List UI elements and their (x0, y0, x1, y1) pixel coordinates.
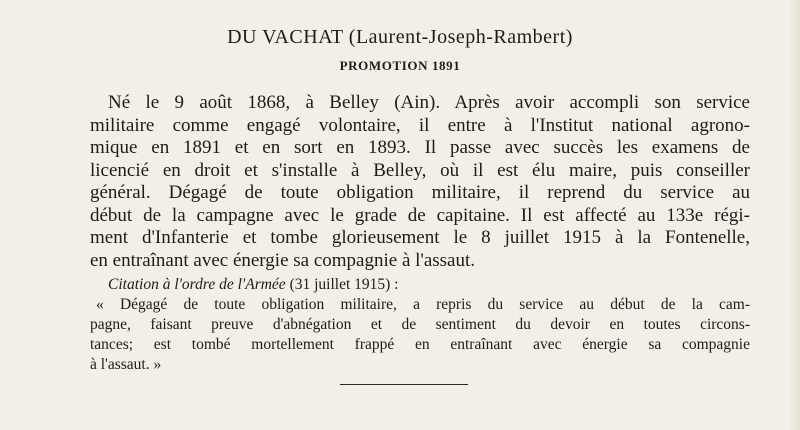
bio-line: début de la campagne avec le grade de capitaine. Il est affecté au 133e régi- (90, 204, 750, 226)
bio-line: mique en 1891 et en sort en 1893. Il passe avec succès les examens de (90, 137, 750, 158)
citation-line: « Dégagé de toute obligation militaire, a repris du service au début de la cam- (96, 296, 750, 313)
page-edge-shadow (790, 0, 800, 430)
closing-divider (340, 384, 468, 385)
bio-line: militaire comme engagé volontaire, il entre à l'Institut national agrono- (90, 114, 750, 136)
citation-heading (90, 275, 750, 295)
bio-line: général. Dégagé de toute obligation militaire, il reprend du service au (90, 182, 750, 203)
biography-paragraph (90, 92, 750, 272)
bio-line: licencié en droit et s'installe à Belley, où il est élu maire, puis conseiller (90, 159, 750, 181)
citation-line: pagne, faisant preuve d'abnégation et de sentiment du devoir en toutes circons- (90, 316, 750, 333)
citation-heading-italic: Citation à l'ordre de l'Armée (108, 276, 286, 293)
citation-line: à l'assaut. » (90, 356, 162, 373)
citation-line: tances; est tombé mortellement frappé en entraînant avec énergie sa compagnie (90, 336, 750, 353)
bio-line: en entraînant avec énergie sa compagnie à l'assaut. (90, 249, 476, 271)
entry-title: DU VACHAT (Laurent-Joseph-Rambert) (227, 26, 573, 48)
citation-block (90, 275, 750, 375)
citation-heading-date: (31 juillet 1915) : (285, 276, 399, 293)
bio-line: ment d'Infanterie et tombe glorieusement le 8 juillet 1915 à la Fontenelle, (90, 227, 750, 248)
bio-line: Né le 9 août 1868, à Belley (Ain). Après avoir accompli son service (108, 92, 750, 113)
promotion-subtitle: PROMOTION 1891 (339, 58, 461, 73)
